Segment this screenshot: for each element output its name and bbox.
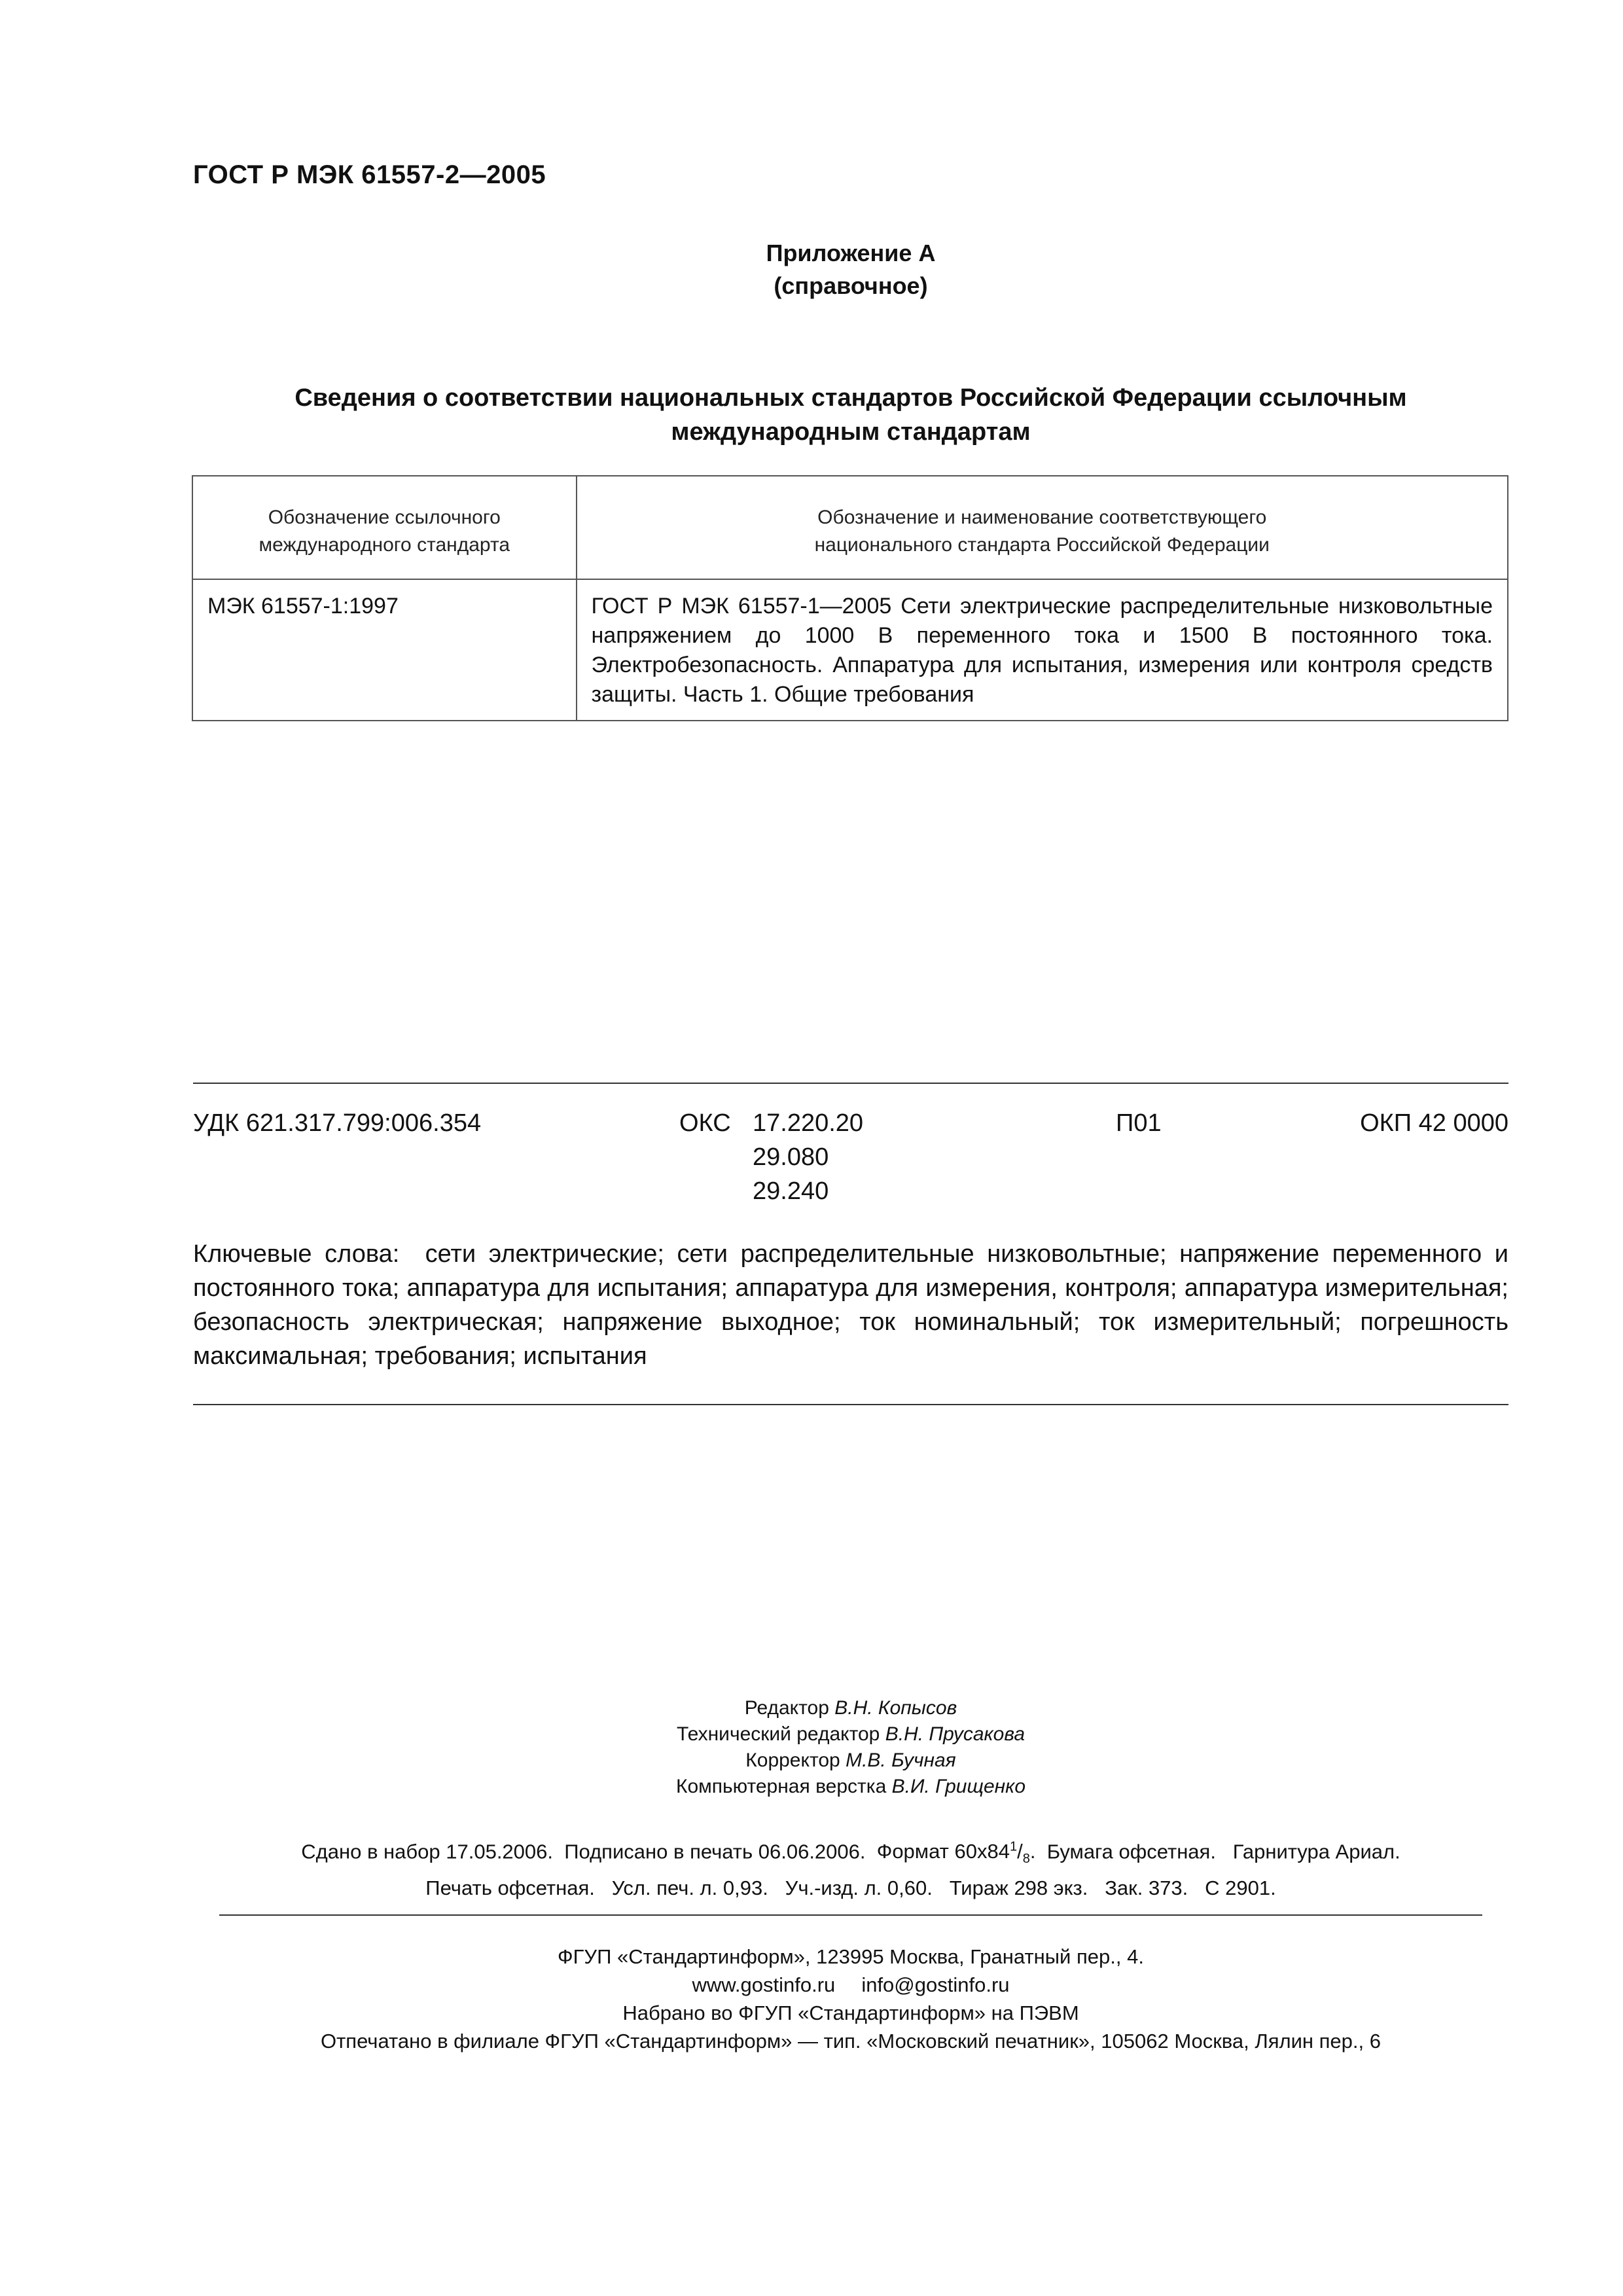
imprint-signed: Подписано в печать 06.06.2006.: [564, 1840, 866, 1863]
imprint-block: [0, 1833, 1623, 1903]
credit-layout: [0, 1774, 1623, 1800]
credit-label: Корректор: [745, 1749, 840, 1771]
imprint-order: Зак. 373.: [1105, 1876, 1188, 1899]
credit-editor: [0, 1695, 1623, 1721]
imprint-line1: [0, 1833, 1623, 1874]
col1-header-line2: международного стандарта: [259, 534, 510, 556]
udk-code: УДК 621.317.799:006.354: [193, 1109, 482, 1137]
divider-top: [193, 1083, 1508, 1084]
col2-header-line1: Обозначение и наименование соответствующего: [817, 507, 1267, 528]
annex-block: [0, 237, 1623, 302]
col1-header: [192, 476, 577, 579]
credit-label: Редактор: [744, 1697, 829, 1719]
publisher-website[interactable]: www.gostinfo.ru: [692, 1973, 836, 1996]
oks-code: 17.220.20: [753, 1109, 864, 1137]
credit-label: Компьютерная верстка: [675, 1776, 887, 1797]
publisher-printed: Отпечатано в филиале ФГУП «Стандартинформ» — тип. «Московский печатник», 105062 Москва, Лялин пер., 6: [320, 2030, 1381, 2053]
format-sup: 1: [1009, 1840, 1018, 1854]
credit-tech-editor: [0, 1721, 1623, 1748]
publisher-contacts: [0, 1971, 1623, 1999]
credit-name: В.Н. Прусакова: [885, 1723, 1026, 1745]
publisher-typeset: Набрано во ФГУП «Стандартинформ» на ПЭВМ: [622, 2001, 1079, 2024]
annex-heading-line2: международным стандартам: [671, 418, 1031, 446]
oks-label: ОКС: [679, 1109, 731, 1137]
credit-name: В.И. Грищенко: [891, 1776, 1026, 1797]
oks-code: 29.080: [753, 1143, 829, 1171]
annex-title: Приложение А: [766, 240, 936, 266]
imprint-code: С 2901.: [1205, 1876, 1276, 1899]
international-standard-cell: МЭК 61557-1:1997: [192, 579, 577, 721]
oks-code: 29.240: [753, 1177, 829, 1205]
keywords-text: сети электрические; сети распределительные низковольтные; напряжение переменного и постоянного тока; аппаратура для испытания; аппаратура для измерения, контроля; аппаратура измерительная; безопасность электрическая; напряжение выходное; ток номинальный; ток измерительный; погрешность максимальная; требования; испытания: [193, 1240, 1508, 1370]
publisher-address: ФГУП «Стандартинформ», 123995 Москва, Гранатный пер., 4.: [558, 1945, 1144, 1968]
imprint-typeface: Гарнитура Ариал.: [1232, 1840, 1400, 1863]
format-base: Формат 60х84: [876, 1840, 1010, 1863]
national-standard-cell: ГОСТ Р МЭК 61557-1—2005 Сети электрические распределительные низковольтные напряжением до 1000 В переменного тока и 1500 В постоянного тока. Электробезопасность. Аппаратура для испытания, измерения или контроля средств защиты. Часть 1. Общие требования: [577, 579, 1508, 721]
credit-name: М.В. Бучная: [846, 1749, 956, 1771]
credits-block: [0, 1695, 1623, 1800]
oks-codes: [753, 1106, 863, 1208]
col2-header-line2: национального стандарта Российской Федерации: [814, 534, 1270, 556]
imprint-run: Тираж 298 экз.: [949, 1876, 1088, 1899]
imprint-method: Печать офсетная.: [425, 1876, 595, 1899]
imprint-print-sheets: Усл. печ. л. 0,93.: [611, 1876, 768, 1899]
group-code: П01: [1116, 1109, 1162, 1137]
col1-header-line1: Обозначение ссылочного: [268, 507, 501, 528]
publisher-block: [0, 1943, 1623, 2055]
table-row: [192, 579, 1508, 721]
credit-proofreader: [0, 1748, 1623, 1774]
imprint-paper: Бумага офсетная.: [1046, 1840, 1216, 1863]
imprint-line2: [0, 1874, 1623, 1903]
imprint-sent: Сдано в набор 17.05.2006.: [301, 1840, 554, 1863]
divider-bottom: [193, 1404, 1508, 1405]
divider-imprint: [219, 1914, 1482, 1916]
imprint-format: Формат $60х84^1/_8$.: [876, 1840, 1036, 1867]
imprint-publ-sheets: Уч.-изд. л. 0,60.: [785, 1876, 933, 1899]
annex-heading: [193, 381, 1508, 449]
annex-type: (справочное): [774, 272, 928, 299]
okp-code: ОКП 42 0000: [1360, 1109, 1508, 1137]
annex-heading-line1: Сведения о соответствии национальных стандартов Российской Федерации ссылочным: [294, 384, 1407, 412]
credit-label: Технический редактор: [676, 1723, 880, 1745]
keywords-label: Ключевые слова:: [193, 1240, 400, 1268]
keywords: [193, 1237, 1508, 1373]
correspondence-table: [192, 475, 1508, 721]
credit-name: В.Н. Копысов: [834, 1697, 957, 1719]
format-sub: 8: [1022, 1852, 1030, 1867]
standard-code: ГОСТ Р МЭК 61557-2—2005: [193, 160, 546, 189]
table-header-row: [192, 476, 1508, 579]
publisher-email[interactable]: info@gostinfo.ru: [861, 1973, 1010, 1996]
col2-header: [577, 476, 1508, 579]
